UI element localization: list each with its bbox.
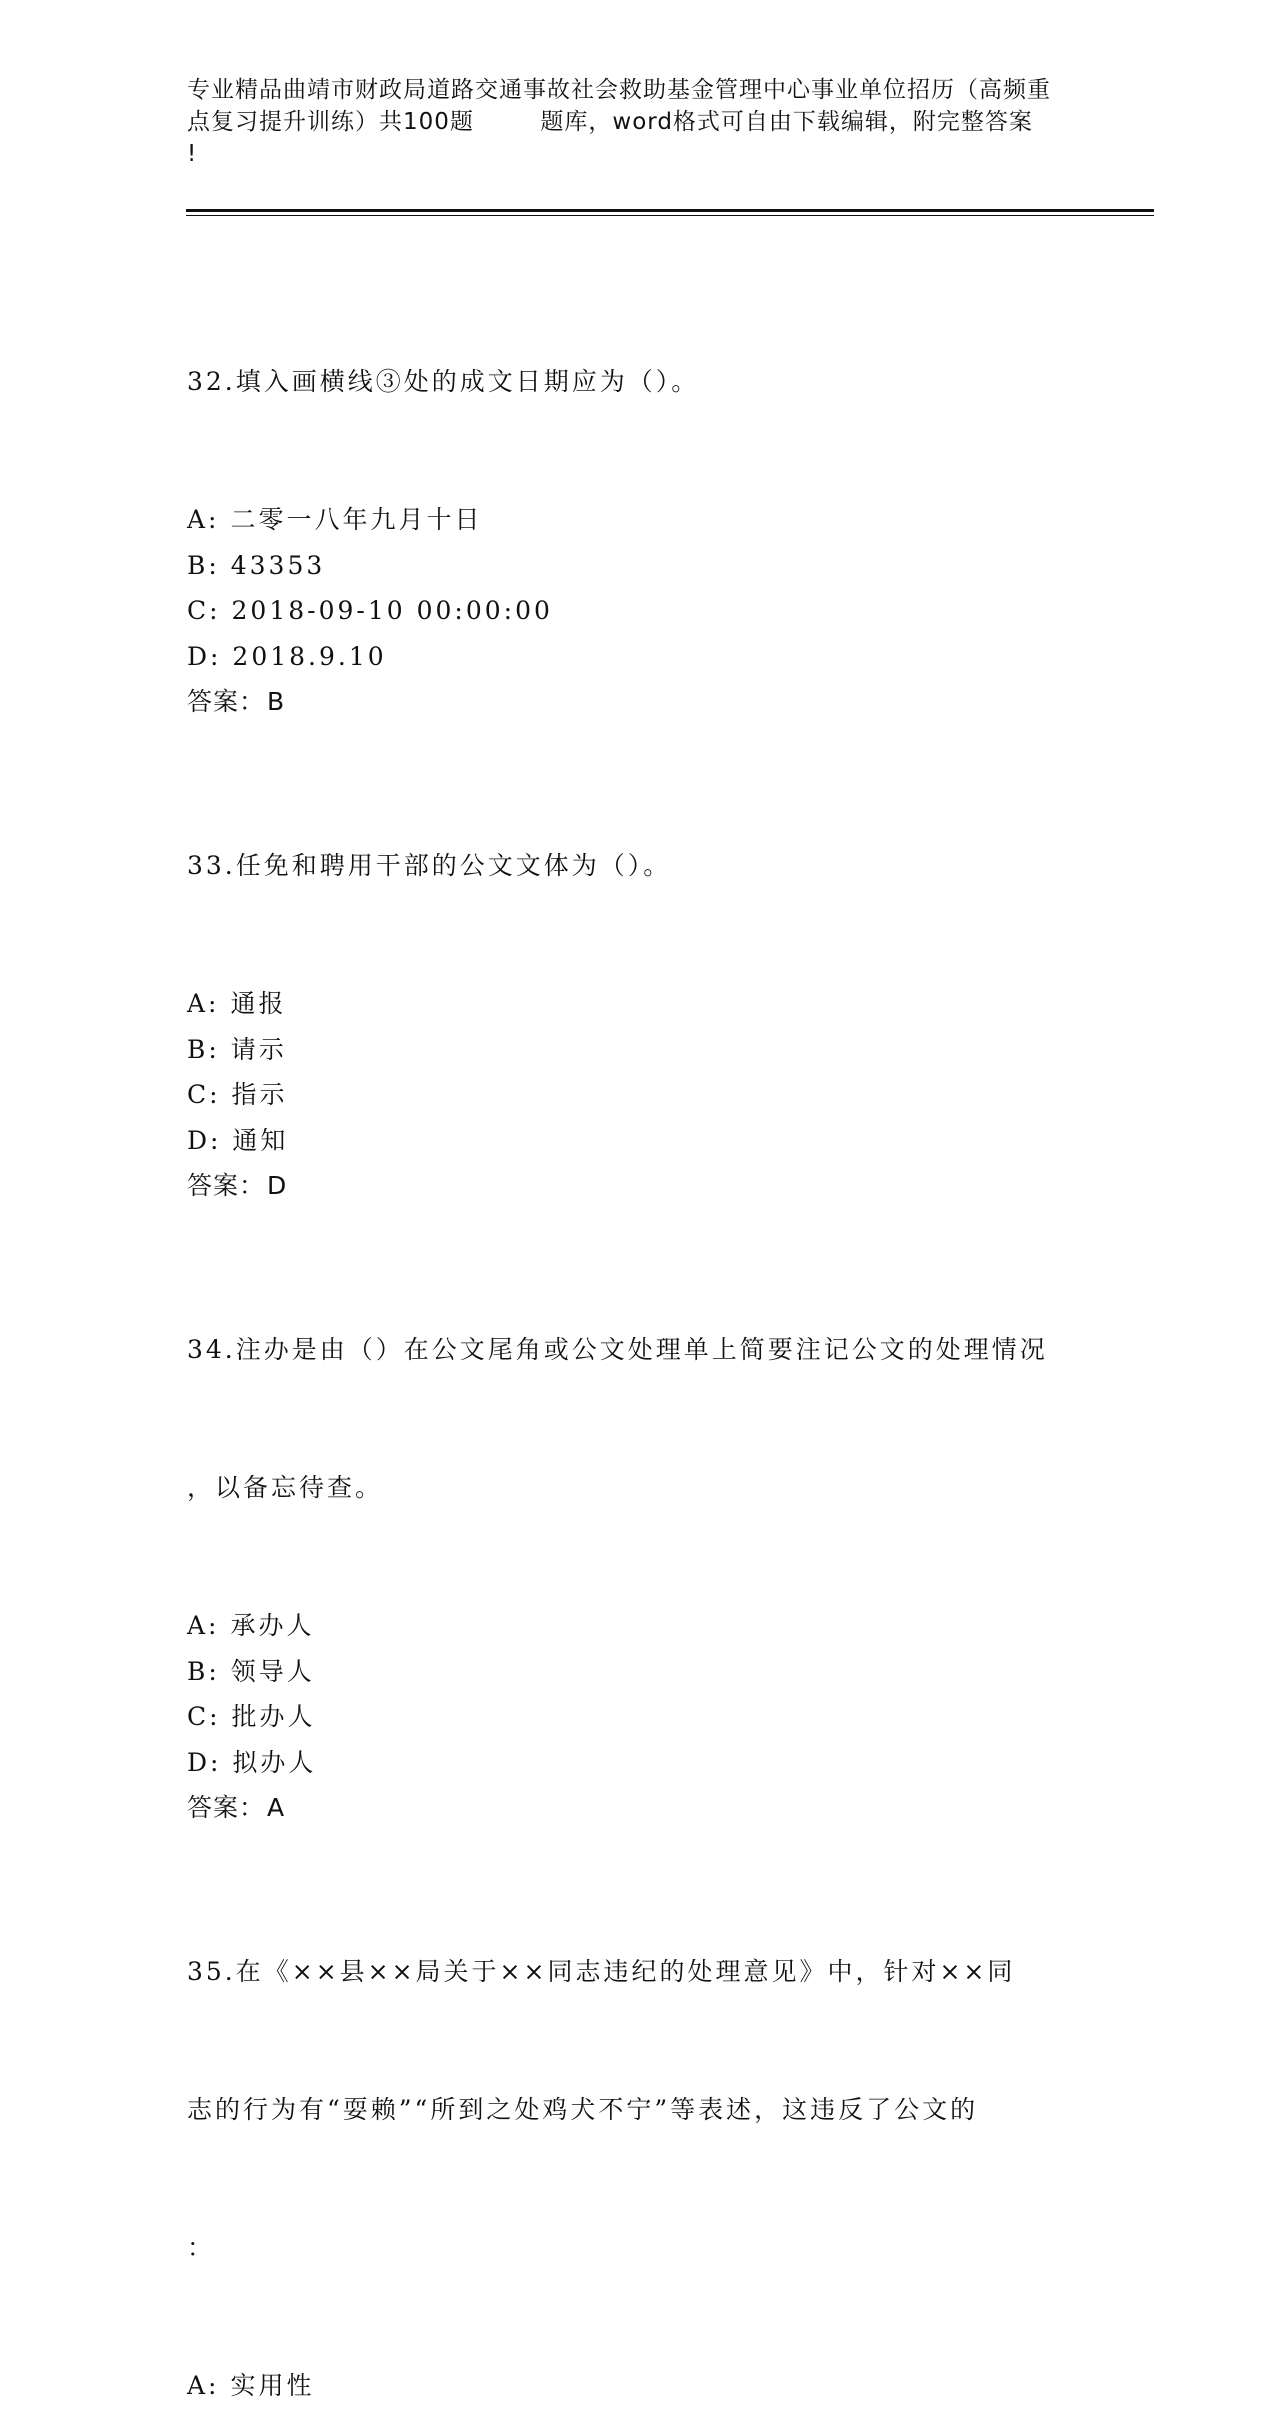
option-a <box>187 497 1087 543</box>
header-line: 点复习提升训练）共100题 题库，word格式可自由下载编辑，附完整答案 <box>187 109 1033 135</box>
question-35 <box>187 1857 1087 2409</box>
option-b <box>187 1649 1087 1695</box>
option-d <box>187 1740 1087 1786</box>
question-stem <box>187 1235 1087 1603</box>
question-stem-line: ，以备忘待查。 <box>187 1473 384 1502</box>
question-list <box>187 267 1087 2435</box>
option-d <box>187 1118 1087 1164</box>
option-label: B: <box>187 550 220 580</box>
option-a <box>187 981 1087 1027</box>
question-stem-line: 34.注办是由（）在公文尾角或公文处理单上简要注记公文的处理情况 <box>187 1335 1048 1364</box>
question-stem <box>187 751 1087 981</box>
header-divider-thick <box>186 209 1154 212</box>
option-label: A: <box>187 1611 220 1640</box>
header-divider-thin <box>186 215 1154 216</box>
question-stem <box>187 1857 1087 2363</box>
answer-line <box>187 1163 1087 1209</box>
answer-label: 答案： <box>187 1171 266 1200</box>
option-d <box>187 634 1087 680</box>
option-c <box>187 1694 1087 1740</box>
question-stem-line: 志的行为有“耍赖”“所到之处鸡犬不宁”等表述，这违反了公文的 <box>187 2095 979 2124</box>
option-label: D: <box>187 641 222 671</box>
option-label: B: <box>187 1656 220 1686</box>
option-c <box>187 1072 1087 1118</box>
option-text: 43353 <box>230 550 326 580</box>
option-text: 请示 <box>230 1034 287 1064</box>
option-label: A: <box>187 505 220 534</box>
option-text: 实用性 <box>230 2371 315 2400</box>
option-label: A: <box>187 989 220 1018</box>
option-b <box>187 543 1087 589</box>
answer-value: A <box>267 1793 286 1822</box>
option-b <box>187 1027 1087 1073</box>
question-stem-line: 32.填入画横线③处的成文日期应为（）。 <box>187 367 700 396</box>
header-line: 专业精品曲靖市财政局道路交通事故社会救助基金管理中心事业单位招历（高频重 <box>187 77 1051 103</box>
option-a <box>187 1603 1087 1649</box>
option-text: 承办人 <box>230 1611 315 1640</box>
question-stem <box>187 267 1087 497</box>
answer-value: D <box>267 1171 288 1200</box>
option-text: 通知 <box>232 1125 289 1155</box>
option-c <box>187 588 1087 634</box>
option-text: 2018-09-10 00:00:00 <box>231 596 553 625</box>
option-label: C: <box>187 1702 221 1731</box>
option-label: C: <box>187 1080 221 1109</box>
option-text: 领导人 <box>230 1656 315 1686</box>
question-stem-line: 35.在《××县××局关于××同志违纪的处理意见》中，针对××同 <box>187 1957 1016 1986</box>
option-text: 二零一八年九月十日 <box>230 505 483 534</box>
option-label: B: <box>187 1034 220 1064</box>
option-text: 通报 <box>230 989 287 1018</box>
answer-label: 答案： <box>187 1793 266 1822</box>
answer-line <box>187 1785 1087 1831</box>
answer-line <box>187 679 1087 725</box>
document-header <box>187 74 1087 170</box>
question-34 <box>187 1235 1087 1831</box>
question-33 <box>187 751 1087 1209</box>
answer-value: B <box>267 687 286 716</box>
option-text: 指示 <box>231 1080 288 1109</box>
option-text: 批办人 <box>231 1702 316 1731</box>
option-label: D: <box>187 1125 222 1155</box>
option-label: D: <box>187 1747 222 1777</box>
option-label: A: <box>187 2371 220 2400</box>
question-stem-line: ： <box>187 2233 216 2262</box>
question-stem-line: 33.任免和聘用干部的公文文体为（）。 <box>187 851 672 880</box>
option-label: C: <box>187 596 221 625</box>
question-32 <box>187 267 1087 725</box>
option-text: 2018.9.10 <box>232 641 387 671</box>
answer-label: 答案： <box>187 687 266 716</box>
option-a <box>187 2363 1087 2409</box>
option-text: 拟办人 <box>232 1747 317 1777</box>
header-line: ! <box>187 141 198 167</box>
